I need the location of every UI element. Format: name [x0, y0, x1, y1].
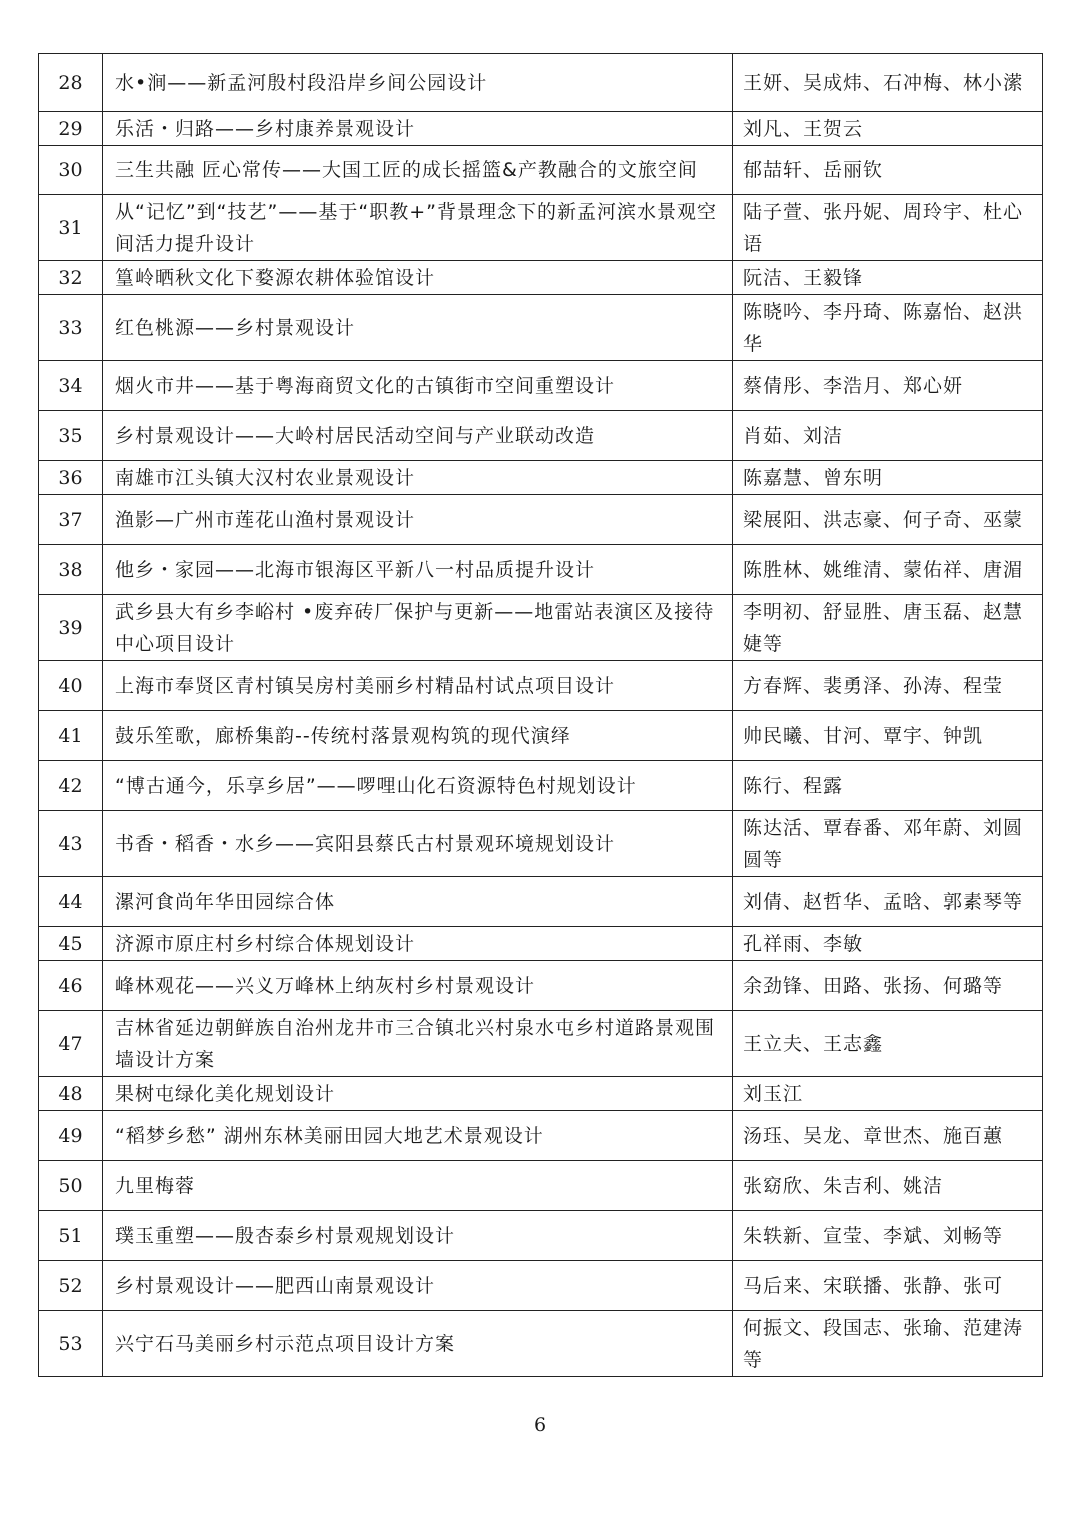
project-authors: 马后来、宋联播、张静、张可 — [733, 1261, 1043, 1311]
row-number: 31 — [39, 195, 103, 261]
table-row — [39, 1077, 1043, 1111]
project-authors: 朱轶新、宣莹、李斌、刘畅等 — [733, 1211, 1043, 1261]
row-number: 46 — [39, 961, 103, 1011]
table-row — [39, 1211, 1043, 1261]
table-row — [39, 877, 1043, 927]
project-authors: 孔祥雨、李敏 — [733, 927, 1043, 961]
project-title: 鼓乐笙歌，廊桥集韵--传统村落景观构筑的现代演绎 — [103, 711, 733, 761]
project-title: 乡村景观设计——肥西山南景观设计 — [103, 1261, 733, 1311]
row-number: 51 — [39, 1211, 103, 1261]
project-title: “博古通今，乐享乡居”——啰哩山化石资源特色村规划设计 — [103, 761, 733, 811]
project-authors: 刘玉江 — [733, 1077, 1043, 1111]
row-number: 33 — [39, 295, 103, 361]
project-authors: 李明初、舒显胜、唐玉磊、赵慧婕等 — [733, 595, 1043, 661]
table-row — [39, 1161, 1043, 1211]
table-row — [39, 1311, 1043, 1377]
project-authors: 刘倩、赵哲华、孟晗、郭素琴等 — [733, 877, 1043, 927]
project-title: 上海市奉贤区青村镇吴房村美丽乡村精品村试点项目设计 — [103, 661, 733, 711]
row-number: 37 — [39, 495, 103, 545]
project-title: 南雄市江头镇大汉村农业景观设计 — [103, 461, 733, 495]
project-title: 吉林省延边朝鲜族自治州龙井市三合镇北兴村泉水屯乡村道路景观围墙设计方案 — [103, 1011, 733, 1077]
table-row — [39, 761, 1043, 811]
row-number: 44 — [39, 877, 103, 927]
project-authors: 肖茹、刘洁 — [733, 411, 1043, 461]
row-number: 53 — [39, 1311, 103, 1377]
project-authors: 王妍、吴成炜、石冲梅、林小潆 — [733, 54, 1043, 112]
project-title: 烟火市井——基于粤海商贸文化的古镇街市空间重塑设计 — [103, 361, 733, 411]
project-authors: 汤珏、吴龙、章世杰、施百蕙 — [733, 1111, 1043, 1161]
project-title: 果树屯绿化美化规划设计 — [103, 1077, 733, 1111]
project-authors: 陈晓吟、李丹琦、陈嘉怡、赵洪华 — [733, 295, 1043, 361]
table-row — [39, 195, 1043, 261]
row-number: 30 — [39, 146, 103, 195]
row-number: 39 — [39, 595, 103, 661]
table-row — [39, 261, 1043, 295]
table-row — [39, 295, 1043, 361]
project-authors: 张窈欣、朱吉利、姚洁 — [733, 1161, 1043, 1211]
table-row — [39, 411, 1043, 461]
project-title: 三生共融 匠心常传——大国工匠的成长摇篮&产教融合的文旅空间 — [103, 146, 733, 195]
project-authors: 方春辉、裴勇泽、孙涛、程莹 — [733, 661, 1043, 711]
table-row — [39, 495, 1043, 545]
table-row — [39, 1261, 1043, 1311]
project-title: 兴宁石马美丽乡村示范点项目设计方案 — [103, 1311, 733, 1377]
project-title: 漯河食尚年华田园综合体 — [103, 877, 733, 927]
row-number: 50 — [39, 1161, 103, 1211]
table-row — [39, 811, 1043, 877]
table-row — [39, 361, 1043, 411]
project-authors: 陈行、程露 — [733, 761, 1043, 811]
table-row — [39, 54, 1043, 112]
project-authors: 阮洁、王毅锋 — [733, 261, 1043, 295]
row-number: 38 — [39, 545, 103, 595]
project-title: 乡村景观设计——大岭村居民活动空间与产业联动改造 — [103, 411, 733, 461]
project-authors: 陈嘉慧、曾东明 — [733, 461, 1043, 495]
row-number: 34 — [39, 361, 103, 411]
table-row — [39, 961, 1043, 1011]
table-row — [39, 595, 1043, 661]
project-authors: 王立夫、王志鑫 — [733, 1011, 1043, 1077]
row-number: 45 — [39, 927, 103, 961]
project-title: 九里梅蓉 — [103, 1161, 733, 1211]
project-title: 篁岭晒秋文化下婺源农耕体验馆设计 — [103, 261, 733, 295]
table-row — [39, 112, 1043, 146]
table-row — [39, 661, 1043, 711]
table-row — [39, 1111, 1043, 1161]
table-row — [39, 545, 1043, 595]
row-number: 41 — [39, 711, 103, 761]
table-row — [39, 927, 1043, 961]
project-title: 乐活・归路——乡村康养景观设计 — [103, 112, 733, 146]
row-number: 47 — [39, 1011, 103, 1077]
page-number: 6 — [533, 1414, 547, 1436]
row-number: 43 — [39, 811, 103, 877]
project-title: 璞玉重塑——殷杏泰乡村景观规划设计 — [103, 1211, 733, 1261]
project-authors: 余劲锋、田路、张扬、何璐等 — [733, 961, 1043, 1011]
row-number: 36 — [39, 461, 103, 495]
row-number: 35 — [39, 411, 103, 461]
table-row — [39, 1011, 1043, 1077]
row-number: 28 — [39, 54, 103, 112]
project-title: 红色桃源——乡村景观设计 — [103, 295, 733, 361]
project-authors: 陈达活、覃春番、邓年蔚、刘圆圆等 — [733, 811, 1043, 877]
project-authors: 郁喆轩、岳丽钦 — [733, 146, 1043, 195]
project-title: 他乡・家园——北海市银海区平新八一村品质提升设计 — [103, 545, 733, 595]
project-authors: 陈胜林、姚维清、蒙佑祥、唐湄 — [733, 545, 1043, 595]
project-authors: 梁展阳、洪志豪、何子奇、巫蒙 — [733, 495, 1043, 545]
project-title: 从“记忆”到“技艺”——基于“职教+”背景理念下的新孟河滨水景观空间活力提升设计 — [103, 195, 733, 261]
project-authors: 陆子萱、张丹妮、周玲宇、杜心语 — [733, 195, 1043, 261]
project-authors: 刘凡、王贺云 — [733, 112, 1043, 146]
row-number: 32 — [39, 261, 103, 295]
row-number: 29 — [39, 112, 103, 146]
project-table — [38, 53, 1043, 1377]
project-title: “稻梦乡愁” 湖州东林美丽田园大地艺术景观设计 — [103, 1111, 733, 1161]
project-title: 渔影—广州市莲花山渔村景观设计 — [103, 495, 733, 545]
table-row — [39, 146, 1043, 195]
project-authors: 蔡倩彤、李浩月、郑心妍 — [733, 361, 1043, 411]
project-title: 书香・稻香・水乡——宾阳县蔡氏古村景观环境规划设计 — [103, 811, 733, 877]
project-authors: 帅民曦、甘河、覃宇、钟凯 — [733, 711, 1043, 761]
table-row — [39, 711, 1043, 761]
row-number: 40 — [39, 661, 103, 711]
project-title: 武乡县大有乡李峪村 •废弃砖厂保护与更新——地雷站表演区及接待中心项目设计 — [103, 595, 733, 661]
row-number: 42 — [39, 761, 103, 811]
row-number: 48 — [39, 1077, 103, 1111]
row-number: 52 — [39, 1261, 103, 1311]
project-title: 济源市原庄村乡村综合体规划设计 — [103, 927, 733, 961]
row-number: 49 — [39, 1111, 103, 1161]
project-authors: 何振文、段国志、张瑜、范建涛等 — [733, 1311, 1043, 1377]
project-title: 峰林观花——兴义万峰林上纳灰村乡村景观设计 — [103, 961, 733, 1011]
project-title: 水•涧——新孟河殷村段沿岸乡间公园设计 — [103, 54, 733, 112]
table-row — [39, 461, 1043, 495]
